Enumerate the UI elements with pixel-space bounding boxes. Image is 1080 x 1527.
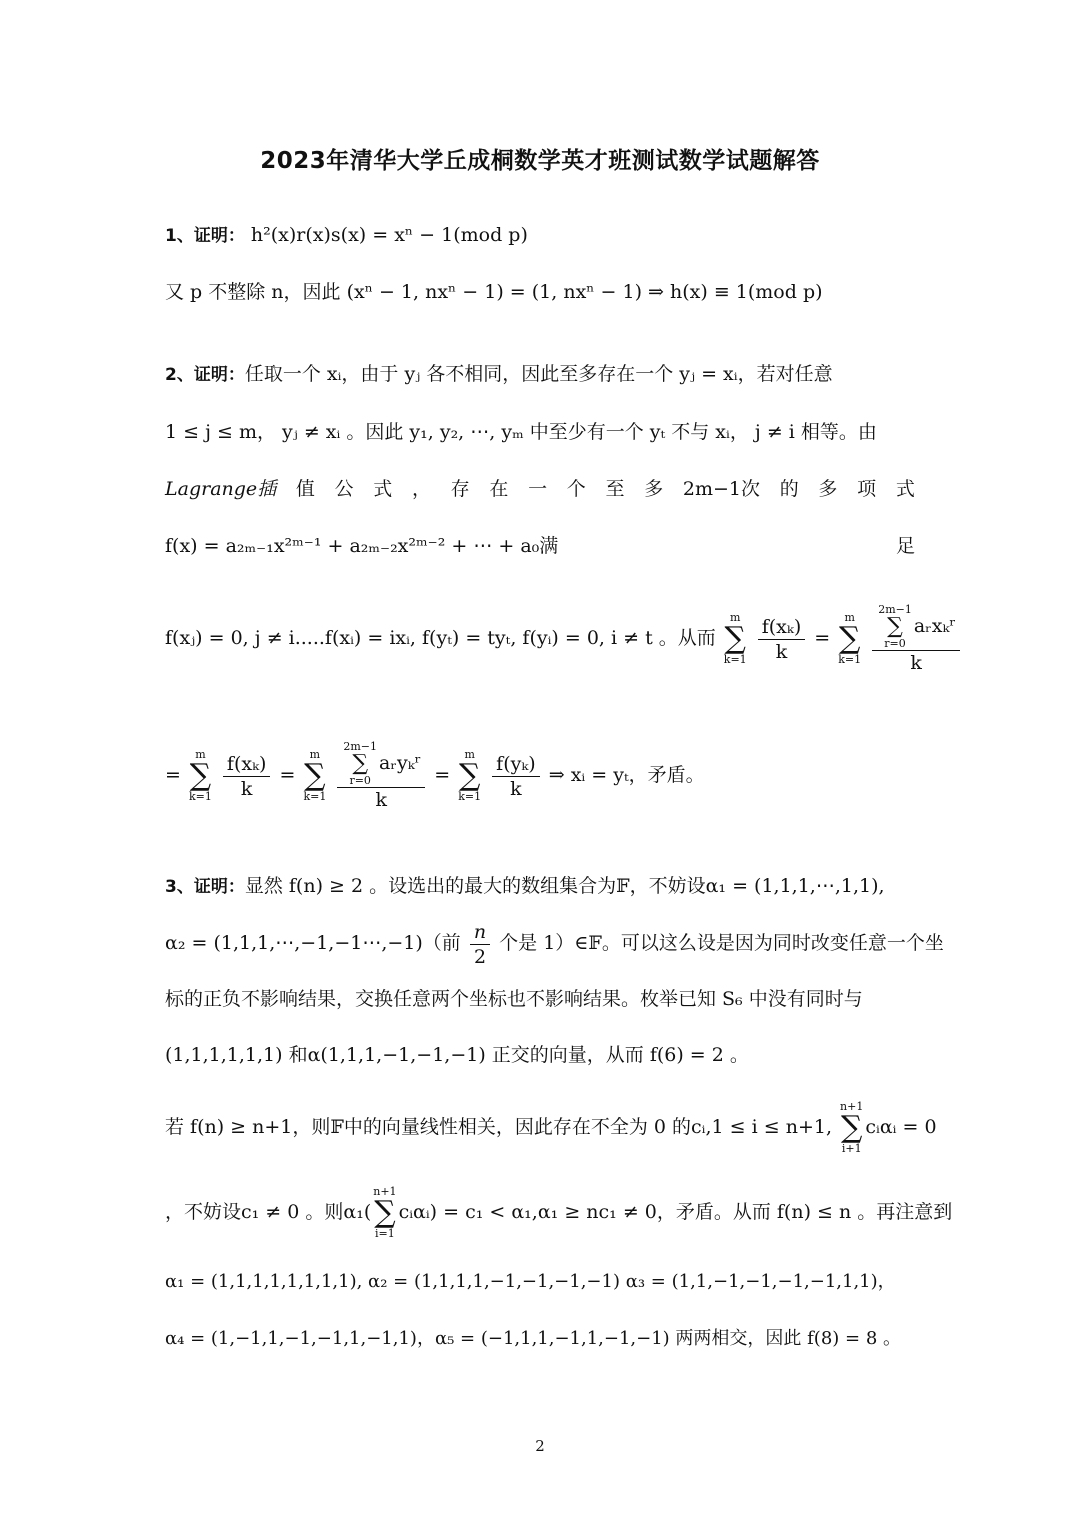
sum-upper-limit: m bbox=[844, 611, 855, 624]
q1-line-2 bbox=[165, 278, 925, 306]
q3-text-2a: α₂ = (1,1,1,⋯,−1,−1⋯,−1)（前 bbox=[165, 932, 461, 954]
sigma-symbol: ∑ bbox=[887, 613, 903, 639]
sum-lower-limit: k=1 bbox=[458, 790, 482, 803]
sum-lower-limit: i+1 bbox=[841, 1142, 862, 1155]
q1-text: 又 p 不整除 n，因此 bbox=[165, 281, 341, 303]
sum-lower-limit: r=0 bbox=[349, 773, 371, 787]
numerator: f(yₖ) bbox=[492, 752, 540, 777]
q3-line-6 bbox=[165, 1180, 953, 1244]
q2-word: Lagrange插 bbox=[165, 478, 277, 500]
q1-line-1 bbox=[165, 221, 925, 250]
sum-upper-limit: 2m−1 bbox=[878, 602, 912, 616]
denominator: k bbox=[510, 777, 522, 800]
denominator: k bbox=[375, 788, 388, 811]
denominator: k bbox=[775, 640, 788, 663]
fraction bbox=[872, 604, 960, 675]
sigma-symbol: ∑ bbox=[304, 758, 326, 793]
q2-word: 值 bbox=[295, 478, 315, 500]
summation bbox=[838, 612, 861, 666]
sum-upper-limit: n+1 bbox=[373, 1185, 397, 1198]
q2-word: 在 bbox=[489, 478, 509, 500]
q3-text-5-end: cᵢαᵢ = 0 bbox=[865, 1116, 937, 1138]
denominator: 2 bbox=[473, 945, 487, 968]
q2-word: 公 bbox=[334, 478, 354, 500]
q2-word: 项 bbox=[857, 478, 877, 500]
fraction bbox=[223, 752, 271, 801]
q1-equation-2: (xⁿ − 1, nxⁿ − 1) = (1, nxⁿ − 1) ⇒ h(x) ≡ 1(mod p) bbox=[346, 281, 823, 303]
summation bbox=[458, 749, 481, 803]
q3-text-6a: ，不妨设c₁ ≠ 0 。则α₁( bbox=[165, 1201, 372, 1223]
sum-upper-limit: n+1 bbox=[840, 1100, 864, 1113]
q3-text-7: α₁ = (1,1,1,1,1,1,1,1), α₂ = (1,1,1,1,−1,−1,−1,−1) α₃ = (1,1,−1,−1,−1,−1,1,1)， bbox=[165, 1271, 896, 1292]
q2-word: 多 bbox=[644, 478, 664, 500]
fraction bbox=[470, 920, 490, 969]
q2-text-1: 任取一个 xᵢ，由于 yⱼ 各不相同，因此至多存在一个 yⱼ = xᵢ，若对任意 bbox=[244, 363, 833, 385]
equals-sign: = bbox=[279, 764, 296, 786]
sum-upper-limit: m bbox=[309, 748, 321, 761]
fraction bbox=[758, 615, 806, 664]
numerator bbox=[872, 604, 960, 651]
sigma-symbol: ∑ bbox=[724, 621, 746, 656]
q3-line-1 bbox=[165, 872, 925, 901]
fraction bbox=[492, 752, 540, 801]
q2-line-2 bbox=[165, 418, 925, 446]
summation bbox=[878, 604, 912, 650]
term: aᵣxₖʳ bbox=[913, 614, 957, 637]
sigma-symbol: ∑ bbox=[189, 758, 212, 793]
q3-line-2 bbox=[165, 915, 944, 971]
fraction bbox=[337, 741, 425, 812]
q2-label: 2、证明： bbox=[165, 365, 245, 385]
sum-lower-limit: k=1 bbox=[723, 653, 747, 666]
sigma-symbol: ∑ bbox=[458, 758, 481, 793]
q3-text-2b: 个是 1）∈𝔽。可以这么设是因为同时改变任意一个坐 bbox=[499, 932, 944, 954]
q3-text-6b: cᵢαᵢ) = c₁ < α₁,α₁ ≥ nc₁ ≠ 0，矛盾。从而 f(n) ≤ n 。再注意到 bbox=[398, 1201, 953, 1223]
q2-line-4 bbox=[165, 532, 925, 560]
q2-text-end: 足 bbox=[895, 535, 915, 557]
q3-text-3: 标的正负不影响结果，交换任意两个坐标也不影响结果。枚举已知 S₆ 中没有同时与 bbox=[165, 988, 863, 1010]
q3-text-8: α₄ = (1,−1,1,−1,−1,1,−1,1)，α₅ = (−1,1,1,−1,1,−1,−1) 两两相交，因此 f(8) = 8 。 bbox=[165, 1328, 902, 1349]
sigma-symbol: ∑ bbox=[840, 1110, 863, 1145]
q2-conditions: f(xⱼ) = 0, j ≠ i.....f(xᵢ) = ixᵢ, f(yₜ) = tyₜ, f(yᵢ) = 0, i ≠ t 。从而 bbox=[165, 627, 716, 649]
summation bbox=[189, 749, 212, 803]
sum-upper-limit: m bbox=[195, 748, 206, 761]
page-title: 2023年清华大学丘成桐数学英才班测试数学试题解答 bbox=[260, 148, 820, 174]
q3-text-4: (1,1,1,1,1,1) 和α(1,1,1,−1,−1,−1) 正交的向量，从而 f(6) = 2 。 bbox=[165, 1044, 749, 1066]
summation bbox=[343, 741, 377, 787]
q2-word: 2m−1次 bbox=[682, 478, 761, 500]
sigma-symbol: ∑ bbox=[352, 750, 369, 776]
q3-label: 3、证明： bbox=[165, 877, 245, 897]
q2-polynomial: f(x) = a₂ₘ₋₁x²ᵐ⁻¹ + a₂ₘ₋₂x²ᵐ⁻² + ⋯ + a₀满 bbox=[165, 535, 559, 557]
q2-conclusion: ⇒ xᵢ = yₜ，矛盾。 bbox=[548, 764, 705, 786]
q2-line-1 bbox=[165, 360, 925, 389]
q3-line-4 bbox=[165, 1041, 925, 1069]
numerator bbox=[337, 741, 425, 788]
equals-sign: = bbox=[814, 627, 831, 649]
q2-word: 一 bbox=[528, 478, 548, 500]
q2-word: 式 bbox=[895, 478, 915, 500]
q2-word: 个 bbox=[566, 478, 586, 500]
sum-lower-limit: i=1 bbox=[375, 1227, 395, 1240]
term: aᵣyₖʳ bbox=[379, 751, 422, 774]
sum-upper-limit: m bbox=[730, 611, 741, 624]
denominator: k bbox=[910, 651, 922, 674]
q2-line-5 bbox=[165, 598, 957, 678]
q2-word: 存 bbox=[450, 478, 470, 500]
q3-line-7 bbox=[165, 1268, 925, 1296]
sum-lower-limit: k=1 bbox=[188, 790, 212, 803]
q2-line-3 bbox=[165, 475, 915, 503]
denominator: k bbox=[240, 777, 253, 800]
sigma-symbol: ∑ bbox=[374, 1195, 396, 1230]
sum-upper-limit: 2m−1 bbox=[343, 739, 378, 753]
q2-line-6 bbox=[165, 735, 925, 815]
sigma-symbol: ∑ bbox=[839, 621, 861, 656]
summation bbox=[724, 612, 747, 666]
summation bbox=[303, 749, 326, 803]
equals-sign: = bbox=[165, 764, 181, 786]
q2-word: ， bbox=[411, 478, 431, 500]
q2-word: 多 bbox=[818, 478, 838, 500]
q2-word: 的 bbox=[779, 478, 799, 500]
equals-sign: = bbox=[434, 764, 451, 786]
page-number: 2 bbox=[535, 1437, 545, 1455]
sum-upper-limit: m bbox=[464, 748, 475, 761]
q3-line-8 bbox=[165, 1325, 925, 1353]
q2-word: 至 bbox=[605, 478, 625, 500]
summation bbox=[840, 1101, 863, 1155]
sum-lower-limit: k=1 bbox=[838, 653, 862, 666]
q3-text-5: 若 f(n) ≥ n+1，则𝔽中的向量线性相关，因此存在不全为 0 的cᵢ,1 ≤ i ≤ n+1, bbox=[165, 1116, 832, 1138]
q1-label: 1、证明： bbox=[165, 226, 245, 246]
q3-line-5 bbox=[165, 1095, 937, 1159]
q1-equation: h²(x)r(x)s(x) = xⁿ − 1(mod p) bbox=[250, 224, 528, 246]
q2-text-2: 1 ≤ j ≤ m， yⱼ ≠ xᵢ 。因此 y₁, y₂, ⋯, yₘ 中至少有一个 yₜ 不与 xᵢ， j ≠ i 相等。由 bbox=[165, 421, 877, 443]
sum-lower-limit: r=0 bbox=[884, 636, 906, 650]
sum-lower-limit: k=1 bbox=[303, 790, 327, 803]
numerator: f(xₖ) bbox=[223, 752, 271, 777]
q2-word: 式 bbox=[373, 478, 393, 500]
q3-line-3 bbox=[165, 985, 925, 1013]
numerator: n bbox=[470, 920, 490, 945]
q3-text-1: 显然 f(n) ≥ 2 。设选出的最大的数组集合为𝔽，不妨设α₁ = (1,1,1,⋯,1,1), bbox=[244, 875, 885, 897]
numerator: f(xₖ) bbox=[758, 615, 806, 640]
summation bbox=[373, 1186, 396, 1240]
